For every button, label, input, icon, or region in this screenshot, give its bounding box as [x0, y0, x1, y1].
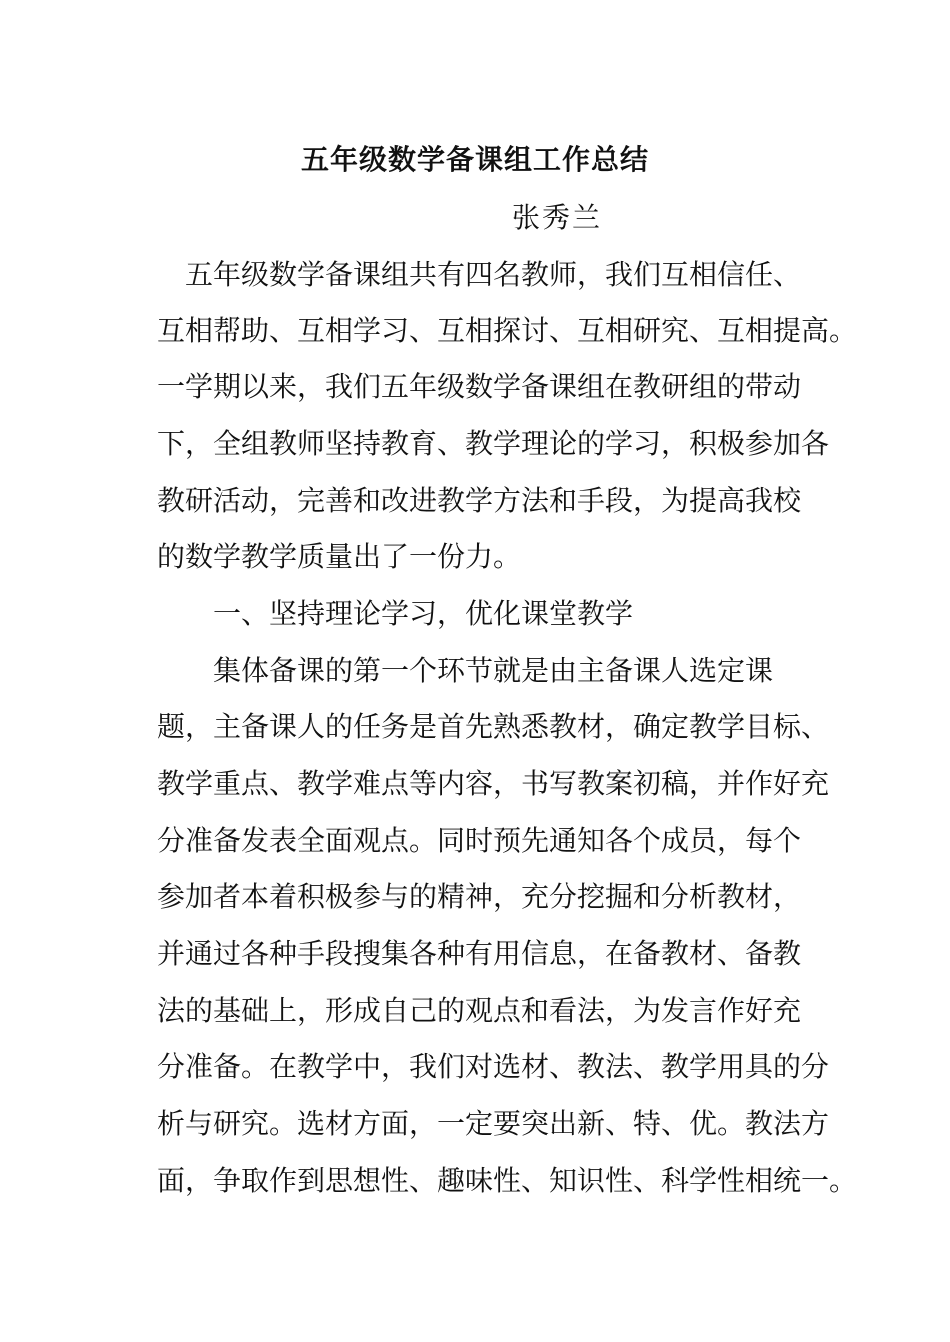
body-line: 面，争取作到思想性、趣味性、知识性、科学性相统一。 [157, 1164, 858, 1197]
body-line: 析与研究。选材方面，一定要突出新、特、优。教法方 [157, 1107, 830, 1140]
body-line: 集体备课的第一个环节就是由主备课人选定课 [157, 654, 774, 687]
body-line: 的数学教学质量出了一份力。 [157, 540, 522, 573]
section-heading: 一、坚持理论学习，优化课堂教学 [157, 597, 634, 630]
body-line: 题，主备课人的任务是首先熟悉教材，确定教学目标、 [157, 710, 830, 743]
document-title: 五年级数学备课组工作总结 [300, 143, 649, 176]
body-line: 互相帮助、互相学习、互相探讨、互相研究、互相提高。 [157, 314, 858, 347]
body-line: 分准备发表全面观点。同时预先通知各个成员，每个 [157, 824, 802, 857]
body-line: 并通过各种手段搜集各种有用信息，在备教材、备教 [157, 937, 802, 970]
body-line: 一学期以来，我们五年级数学备课组在教研组的带动 [157, 370, 802, 403]
body-line: 下，全组教师坚持教育、教学理论的学习，积极参加各 [157, 427, 830, 460]
body-line: 参加者本着积极参与的精神，充分挖掘和分析教材， [157, 880, 802, 913]
body-line: 教研活动，完善和改进教学方法和手段，为提高我校 [157, 484, 802, 517]
body-line: 教学重点、教学难点等内容，书写教案初稿，并作好充 [157, 767, 830, 800]
body-line: 分准备。在教学中，我们对选材、教法、教学用具的分 [157, 1050, 830, 1083]
document-author: 张秀兰 [512, 201, 603, 234]
body-line: 法的基础上，形成自己的观点和看法，为发言作好充 [157, 994, 802, 1027]
body-line: 五年级数学备课组共有四名教师，我们互相信任、 [157, 258, 802, 291]
